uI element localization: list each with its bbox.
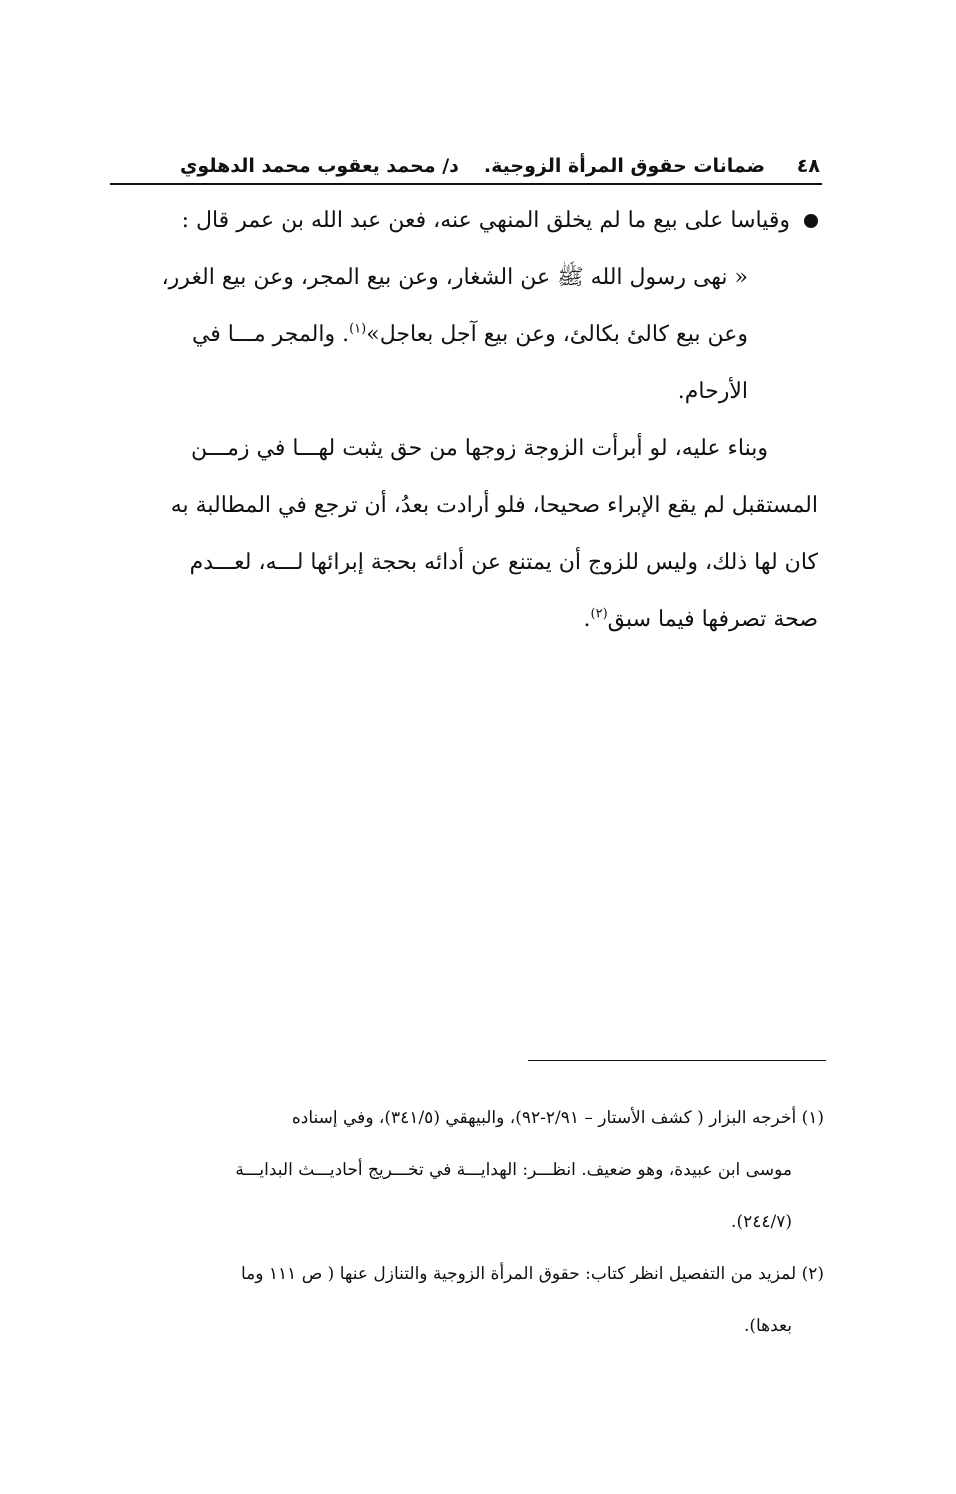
footnote-separator (528, 1060, 826, 1061)
paragraph-1-line-3: وعن بيع كالئ بكالئ، وعن بيع آجل بعاجل»$^{(١)}$. والمجر مـــا في (191, 321, 748, 347)
paragraph-2-line-4: صحة تصرفها فيما سبق$^{(٢)}$. (583, 606, 818, 632)
paragraph-2-line-1: وبناء عليه، لو أبرأت الزوجة زوجها من حق يثبت لهـــا في زمـــن (191, 436, 768, 461)
footnote-ref-2: (٢) (590, 606, 608, 622)
author-name: د/ محمد يعقوب محمد الدهلوي (180, 155, 459, 177)
footnote-ref-1: (١) (349, 321, 367, 337)
footnotes (112, 1092, 824, 1352)
paragraph-1 (112, 192, 818, 420)
header-divider (110, 183, 822, 185)
footnote-2-line-2: بعدها). (743, 1316, 792, 1336)
running-header (180, 150, 820, 182)
paragraph-1-line-4: الأرحام. (677, 379, 748, 404)
footnote-2-line-1: (٢) لمزيد من التفصيل انظر كتاب: حقوق المرأة الزوجية والتنازل عنها ( ص ١١١ وما (240, 1264, 824, 1284)
footnote-1-line-2: موسى ابن عبيدة، وهو ضعيف. انظـــر: الهدايـــة في تخـــريج أحاديـــث البدايـــة (235, 1160, 792, 1180)
paragraph-1-line-1: وقياسا على بيع ما لم يخلق المنهي عنه، فعن عبد الله بن عمر قال : (112, 192, 818, 249)
footnote-1-line-1: (١) أخرجه البزار ( كشف الأستار – ٢/٩١-٩٢)، والبيهقي (٣٤١/٥)، وفي إسناده (291, 1108, 824, 1128)
paragraph-2 (112, 420, 818, 648)
paragraph-2-line-2: المستقبل لم يقع الإبراء صحيحا، فلو أرادت بعدُ، أن ترجع في المطالبة به (170, 493, 818, 518)
book-title: ضمانات حقوق المرأة الزوجية. (483, 155, 765, 177)
bullet-icon (804, 214, 818, 228)
footnote-1-line-3: (٢٤٤/٧). (731, 1212, 792, 1232)
paragraph-1-line-2: « نهى رسول الله ﷺ عن الشغار، وعن بيع المجر، وعن بيع الغرر، (161, 265, 748, 290)
page-number: ٤٨ (796, 155, 820, 177)
paragraph-2-line-3: كان لها ذلك، وليس للزوج أن يمتنع عن أدائه بحجة إبرائها لـــه، لعـــدم (189, 550, 818, 575)
